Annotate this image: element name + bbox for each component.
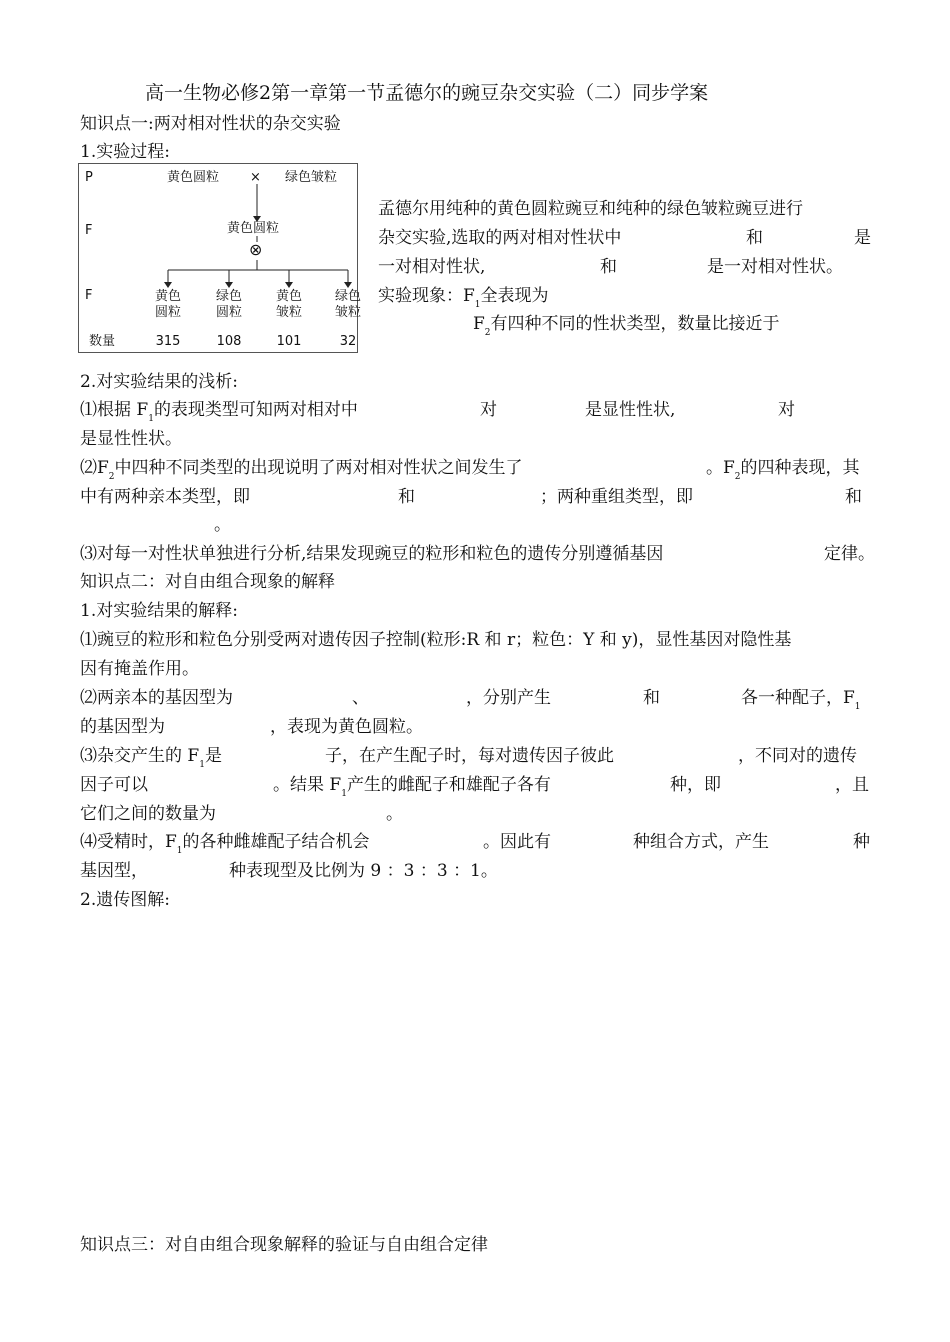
explain-4g: 种表现型及比例为 9 ：3 ：3 ：1。 <box>229 861 498 881</box>
analysis-3a: ⑶对每一对性状单独进行分析,结果发现豌豆的粒形和粒色的遗传分别遵循基因 <box>80 544 664 564</box>
side-line-5a: F <box>473 314 485 334</box>
explain-2d: 和 <box>643 688 660 708</box>
explain-3a: ⑶杂交产生的 F <box>80 746 200 766</box>
analysis-2g: ；两种重组类型，即 <box>540 487 693 507</box>
page-title: 高一生物必修2第一章第一节孟德尔的豌豆杂交实验（二）同步学案 <box>145 82 709 104</box>
analysis-2h: 和 <box>845 487 862 507</box>
analysis-3b: 定律。 <box>824 544 875 564</box>
subscript: 1 <box>148 414 154 424</box>
analysis-2b: 中四种不同类型的出现说明了两对相对性状之间发生了 <box>114 458 523 478</box>
parent-green-wrinkled: 绿色皱粒 <box>285 170 338 185</box>
subscript: 1 <box>199 760 205 770</box>
side-line-4b: 全表现为 <box>480 286 549 306</box>
subscript: 2 <box>108 472 115 482</box>
explain-3f-text: 。结果 F <box>273 775 342 795</box>
f2-type-2 <box>214 289 244 321</box>
explain-3d: ，不同对的遗传 <box>738 746 857 766</box>
analysis-1 <box>80 399 358 430</box>
side-line-1: 孟德尔用纯种的黄色圆粒豌豆和纯种的绿色皱粒豌豆进行 <box>378 199 803 219</box>
explain-4d: 种组合方式，产生 <box>633 832 769 852</box>
subscript: 1 <box>176 846 183 856</box>
subscript: 2 <box>734 472 741 482</box>
explain-3i: ，且 <box>835 775 869 795</box>
analysis-2d: 的四种表现，其 <box>740 458 860 478</box>
side-line-4 <box>378 285 549 316</box>
explain-4f: 基因型， <box>80 861 148 881</box>
f2-count-2: 108 <box>216 334 242 349</box>
subscript: 1 <box>854 702 861 712</box>
explain-4e: 种 <box>853 832 870 852</box>
side-line-3c: 是一对相对性状。 <box>707 257 843 277</box>
f2-count-4: 32 <box>339 334 357 349</box>
explain-3k: 。 <box>386 804 403 824</box>
f2-type-2-color: 绿色 <box>215 289 242 304</box>
explain-4 <box>80 831 370 862</box>
f2-type-4-color: 绿色 <box>334 289 361 304</box>
f2-type-2-shape: 圆粒 <box>215 305 242 320</box>
explain-3b: 是 <box>204 746 222 766</box>
explain-1a: ⑴豌豆的粒形和粒色分别受两对遗传因子控制(粒形:R 和 r；粒色：Y 和 y)，显性基因对隐性基 <box>80 630 792 650</box>
explain-2f: 的基因型为 <box>80 717 165 737</box>
explain-4a: ⑷受精时，F <box>80 832 177 852</box>
explain-1b: 因有掩盖作用。 <box>80 659 199 679</box>
diagram-lines <box>79 164 359 354</box>
side-line-5b: 有四种不同的性状类型，数量比接近于 <box>490 314 780 334</box>
explain-3g: 产生的雌配子和雄配子各有 <box>346 775 551 795</box>
explain-3c: 子，在产生配子时，每对遗传因子彼此 <box>325 746 614 766</box>
count-label: 数量 <box>89 334 116 349</box>
f2-type-1-color: 黄色 <box>154 289 181 304</box>
analysis-2a: ⑵F <box>80 458 109 478</box>
analysis-1a: ⑴根据 F <box>80 400 149 420</box>
row-label-f2: F <box>85 288 93 303</box>
analysis-1e: 对 <box>778 400 795 420</box>
explain-2e-text: 各一种配子，F <box>741 688 855 708</box>
analysis-2f: 和 <box>398 487 415 507</box>
f2-count-3: 101 <box>276 334 302 349</box>
explain-2b: 、 <box>352 688 369 708</box>
explain-3e: 因子可以 <box>80 775 148 795</box>
cross-diagram <box>78 163 361 353</box>
side-line-3a: 一对相对性状, <box>378 257 486 277</box>
f1-yellow-round: 黄色圆粒 <box>227 221 280 236</box>
f2-type-4-shape: 皱粒 <box>334 305 361 320</box>
analysis-1f: 是显性性状。 <box>80 429 182 449</box>
f2-type-3-color: 黄色 <box>275 289 302 304</box>
parent-yellow-round: 黄色圆粒 <box>167 170 220 185</box>
analysis-1b: 的表现类型可知两对相对中 <box>153 400 358 420</box>
subscript: 1 <box>474 300 481 310</box>
analysis-2 <box>80 457 523 488</box>
explain-2e <box>741 687 861 718</box>
f2-type-1 <box>153 289 183 321</box>
subscript: 2 <box>484 328 491 338</box>
section-heading-2: 知识点二：对自由组合现象的解释 <box>80 572 335 592</box>
side-line-2a: 杂交实验,选取的两对相对性状中 <box>378 228 622 248</box>
subheading-genetic-diagram: 2.遗传图解: <box>80 890 170 910</box>
analysis-2c: 。F <box>706 458 735 478</box>
explain-4b: 的各种雌雄配子结合机会 <box>182 832 370 852</box>
side-line-4a: 实验现象：F <box>378 286 475 306</box>
analysis-1d: 是显性性状, <box>585 400 676 420</box>
analysis-2i: 。 <box>214 515 231 535</box>
subheading-analysis: 2.对实验结果的浅析: <box>80 372 238 392</box>
explain-3j: 它们之间的数量为 <box>80 804 216 824</box>
side-line-2b: 和 <box>746 228 763 248</box>
section-heading-1: 知识点一:两对相对性状的杂交实验 <box>80 114 341 134</box>
explain-3 <box>80 745 222 776</box>
analysis-2-tail <box>706 457 860 488</box>
f2-type-1-shape: 圆粒 <box>154 305 181 320</box>
row-label-p: P <box>85 170 93 185</box>
side-line-5 <box>473 313 780 344</box>
side-line-3b: 和 <box>600 257 617 277</box>
explain-3f <box>273 774 551 805</box>
subheading-explanation: 1.对实验结果的解释: <box>80 601 238 621</box>
f2-type-4 <box>333 289 363 321</box>
subheading-process: 1.实验过程: <box>80 142 170 162</box>
f2-type-3 <box>274 289 304 321</box>
row-label-f1: F <box>85 223 93 238</box>
analysis-1c: 对 <box>480 400 497 420</box>
side-line-2c: 是 <box>854 228 871 248</box>
f2-count-1: 315 <box>155 334 181 349</box>
explain-4c: 。因此有 <box>483 832 551 852</box>
selfing-symbol: ⊗ <box>249 240 263 259</box>
explain-2g: ，表现为黄色圆粒。 <box>270 717 423 737</box>
f2-type-3-shape: 皱粒 <box>275 305 302 320</box>
subscript: 1 <box>341 789 347 799</box>
explain-2c: ，分别产生 <box>466 688 551 708</box>
explain-3h: 种，即 <box>670 775 721 795</box>
section-heading-3: 知识点三：对自由组合现象解释的验证与自由组合定律 <box>80 1235 488 1255</box>
cross-symbol: × <box>250 170 261 185</box>
explain-2a: ⑵两亲本的基因型为 <box>80 688 233 708</box>
analysis-2e: 中有两种亲本类型，即 <box>80 487 250 507</box>
